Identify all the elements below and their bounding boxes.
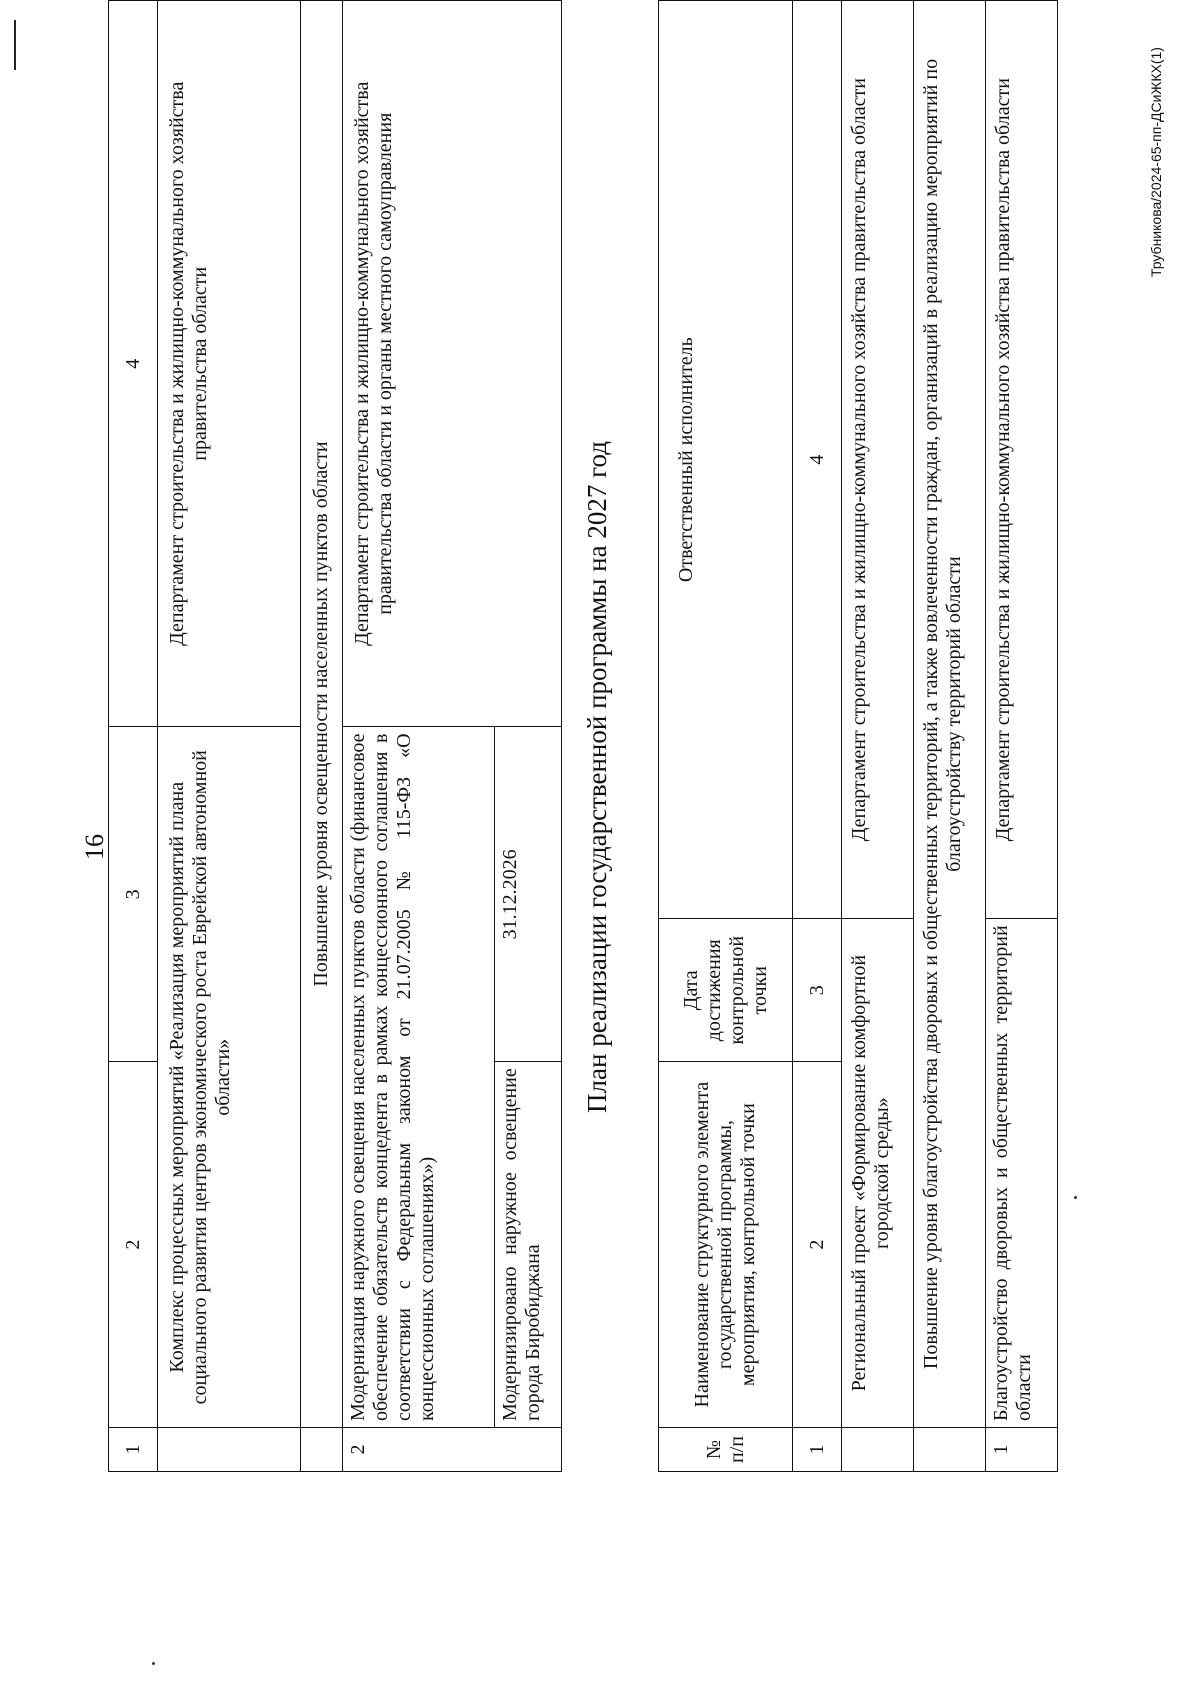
table-row xyxy=(986,1,1058,1472)
page-number: 16 xyxy=(80,834,109,860)
row-date-cell: 31.12.2026 xyxy=(495,727,562,1062)
col-name-header: 2 xyxy=(109,1062,158,1428)
row-num-cell xyxy=(301,1428,343,1472)
plan-table-2027 xyxy=(658,0,1058,1472)
col-executor-header: Ответственный исполнитель xyxy=(659,1,793,919)
col-number: 2 xyxy=(793,1062,842,1428)
row-name-cell: Модернизировано наружное освещение города Биробиджана xyxy=(495,1062,562,1428)
column-number-row xyxy=(793,1,842,1472)
col-number: 1 xyxy=(793,1428,842,1472)
row-executor-cell: Департамент строительства и жилищно-коммунального хозяйства правительства области xyxy=(158,1,301,727)
col-number: 4 xyxy=(793,1,842,919)
col-date-header: Дата достижения контрольной точки xyxy=(659,919,793,1062)
table-header-row xyxy=(109,1,158,1472)
row-num-cell xyxy=(842,1428,914,1472)
row-name-cell: Благоустройство дворовых и общественных территорий области xyxy=(986,919,1058,1428)
col-number: 3 xyxy=(793,919,842,1062)
table-row xyxy=(158,1,301,1472)
row-num-cell: 1 xyxy=(986,1428,1058,1472)
col-date-header: 3 xyxy=(109,727,158,1062)
table-row xyxy=(343,1,495,1472)
table-header-row xyxy=(659,1,793,1472)
document-footer-reference: Трубникова/2024-65-пп-ДСиЖКХ(1) xyxy=(1148,47,1164,277)
row-executor-cell: Департамент строительства и жилищно-коммунального хозяйства правительства области xyxy=(986,1,1058,919)
col-num-header: № п/п xyxy=(659,1428,793,1472)
plan-title: План реализации государственной программы на 2027 год xyxy=(582,441,612,1113)
row-executor-cell: Департамент строительства и жилищно-коммунального хозяйства правительства области xyxy=(842,1,914,919)
plan-table-2026-continued xyxy=(108,0,562,1472)
table-row xyxy=(842,1,914,1472)
row-executor-cell: Департамент строительства и жилищно-коммунального хозяйства правительства области и органы местного самоуправления xyxy=(343,1,562,727)
section-heading-row xyxy=(914,1,986,1472)
section-heading: Повышение уровня освещенности населенных пунктов области xyxy=(301,1,343,1428)
row-num-cell xyxy=(158,1428,301,1472)
row-num-cell: 2 xyxy=(343,1428,562,1472)
row-name-cell: Модернизация наружного освещения населенных пунктов области (финансовое обеспечение обязательств концедента в рамках концессионного соглашения в соответствии с Федеральным законом от 21.07.2005 № 115-ФЗ «О концессионных соглашениях») xyxy=(343,727,495,1428)
section-heading-row xyxy=(301,1,343,1472)
row-name-cell: Комплекс процессных мероприятий «Реализация мероприятий плана социального развития центров экономического роста Еврейской автономной области» xyxy=(158,727,301,1428)
section-heading: Повышение уровня благоустройства дворовых и общественных территорий, а также вовлеченности граждан, организаций в реализацию мероприятий по благоустройству территорий области xyxy=(914,1,986,1428)
col-num-header: 1 xyxy=(109,1428,158,1472)
row-name-cell: Региональный проект «Формирование комфортной городской среды» xyxy=(842,919,914,1428)
col-executor-header: 4 xyxy=(109,1,158,727)
col-name-header: Наименование структурного элемента государственной программы, мероприятия, контрольной точки xyxy=(659,1062,793,1428)
row-num-cell xyxy=(914,1428,986,1472)
